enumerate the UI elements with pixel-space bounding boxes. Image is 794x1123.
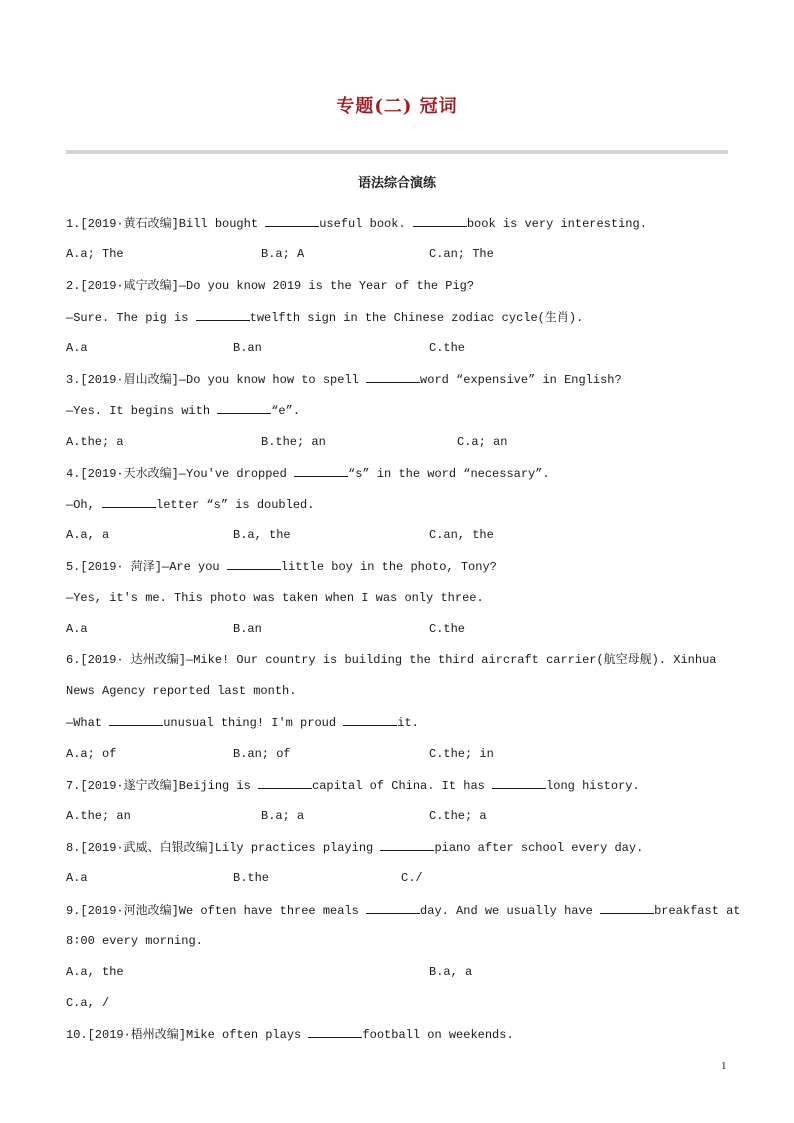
question-line	[66, 839, 643, 856]
question-line	[66, 1026, 514, 1043]
question-line	[66, 278, 474, 294]
answer-blank[interactable]	[600, 902, 654, 914]
answer-option[interactable]: C.the; a	[429, 809, 487, 823]
answer-blank[interactable]	[102, 496, 156, 508]
answer-option[interactable]: A.a; of	[66, 747, 117, 761]
question-line	[66, 558, 497, 575]
title-divider	[66, 150, 728, 154]
question-text: twelfth sign in the Chinese zodiac cycle(生肖).	[249, 311, 584, 325]
answer-blank[interactable]	[227, 558, 281, 570]
question-line	[66, 777, 640, 794]
question-text: —Yes. It begins with	[66, 404, 218, 418]
question-text: —Yes, it's me. This photo was taken when I was only three.	[66, 591, 484, 605]
question-line	[66, 465, 550, 482]
answer-option[interactable]: C.the	[429, 622, 466, 636]
answer-option[interactable]: A.the; an	[66, 809, 131, 823]
question-text: 4.[2019·天水改编]—You've dropped	[66, 467, 295, 481]
question-line	[66, 496, 314, 513]
question-text: letter “s” is doubled.	[156, 498, 315, 512]
question-text: capital of China. It has	[312, 779, 493, 793]
question-text: —Sure. The pig is	[66, 311, 196, 325]
answer-blank[interactable]	[380, 839, 434, 851]
answer-blank[interactable]	[294, 465, 348, 477]
question-text: breakfast at	[654, 904, 741, 918]
page-title: 专题(二) 冠词	[336, 96, 458, 117]
answer-blank[interactable]	[196, 309, 250, 321]
question-text: useful book.	[319, 217, 413, 231]
question-text: football on weekends.	[362, 1028, 514, 1042]
answer-option[interactable]: B.a, the	[233, 528, 291, 542]
answer-blank[interactable]	[258, 777, 312, 789]
question-text: “e”.	[271, 404, 301, 418]
answer-option[interactable]: C.the	[429, 341, 466, 355]
answer-blank[interactable]	[366, 371, 420, 383]
question-line	[66, 652, 717, 668]
answer-option[interactable]: A.a, a	[66, 528, 110, 542]
question-line	[66, 371, 622, 388]
section-title: 语法综合演练	[357, 176, 436, 191]
question-line	[66, 902, 741, 919]
question-text: unusual thing! I'm proud	[163, 716, 344, 730]
answer-option[interactable]: B.a; A	[261, 247, 305, 261]
question-text: 7.[2019·遂宁改编]Beijing is	[66, 779, 259, 793]
question-text: News Agency reported last month.	[66, 684, 297, 698]
answer-blank[interactable]	[413, 215, 467, 227]
question-text: —Oh,	[66, 498, 103, 512]
question-text: long history.	[546, 779, 640, 793]
question-text: 6.[2019· 达州改编]—Mike! Our country is building the third aircraft carrier(航空母舰). Xinhua	[66, 653, 717, 667]
answer-blank[interactable]	[492, 777, 546, 789]
answer-blank[interactable]	[308, 1026, 362, 1038]
question-text: 2.[2019·咸宁改编]—Do you know 2019 is the Year of the Pig?	[66, 279, 475, 293]
question-text: 10.[2019·梧州改编]Mike often plays	[66, 1028, 309, 1042]
question-line	[66, 402, 300, 419]
question-text: 1.[2019·黄石改编]Bill bought	[66, 217, 266, 231]
answer-option[interactable]: B.the; an	[261, 435, 326, 449]
answer-option[interactable]: B.an; of	[233, 747, 291, 761]
answer-option[interactable]: A.a, the	[66, 965, 124, 979]
question-line	[66, 215, 647, 232]
question-text: book is very interesting.	[466, 217, 647, 231]
answer-option[interactable]: B.a, a	[429, 965, 473, 979]
question-text: word “expensive” in English?	[420, 373, 622, 387]
question-text: little boy in the photo, Tony?	[280, 560, 497, 574]
answer-blank[interactable]	[343, 714, 397, 726]
question-line	[66, 590, 484, 606]
answer-option[interactable]: B.a; a	[261, 809, 305, 823]
answer-option[interactable]: C.an; The	[429, 247, 494, 261]
answer-blank[interactable]	[366, 902, 420, 914]
question-text: 3.[2019·眉山改编]—Do you know how to spell	[66, 373, 367, 387]
question-line	[66, 714, 419, 731]
question-text: 8∶00 every morning.	[66, 934, 203, 948]
answer-option[interactable]: B.an	[233, 622, 262, 636]
answer-option[interactable]: C.a, /	[66, 996, 110, 1010]
answer-option[interactable]: A.a	[66, 341, 88, 355]
page-number: 1	[721, 1060, 727, 1072]
answer-option[interactable]: A.a	[66, 871, 88, 885]
question-text: “s” in the word “necessary”.	[348, 467, 550, 481]
answer-option[interactable]: A.a; The	[66, 247, 124, 261]
answer-option[interactable]: C.an, the	[429, 528, 494, 542]
question-text: 9.[2019·河池改编]We often have three meals	[66, 904, 367, 918]
question-line	[66, 309, 583, 326]
answer-blank[interactable]	[265, 215, 319, 227]
question-text: 5.[2019· 菏泽]—Are you	[66, 560, 227, 574]
answer-blank[interactable]	[217, 402, 271, 414]
answer-option[interactable]: A.the; a	[66, 435, 124, 449]
answer-option[interactable]: B.an	[233, 341, 262, 355]
answer-option[interactable]: C.a; an	[457, 435, 508, 449]
question-text: —What	[66, 716, 110, 730]
answer-option[interactable]: A.a	[66, 622, 88, 636]
answer-option[interactable]: C.the; in	[429, 747, 494, 761]
question-line	[66, 933, 203, 949]
question-text: 8.[2019·武威、白银改编]Lily practices playing	[66, 841, 381, 855]
answer-option[interactable]: B.the	[233, 871, 270, 885]
question-line	[66, 683, 296, 699]
question-text: piano after school every day.	[434, 841, 644, 855]
answer-option[interactable]: C./	[401, 871, 423, 885]
question-text: it.	[397, 716, 419, 730]
question-text: day. And we usually have	[420, 904, 601, 918]
answer-blank[interactable]	[109, 714, 163, 726]
